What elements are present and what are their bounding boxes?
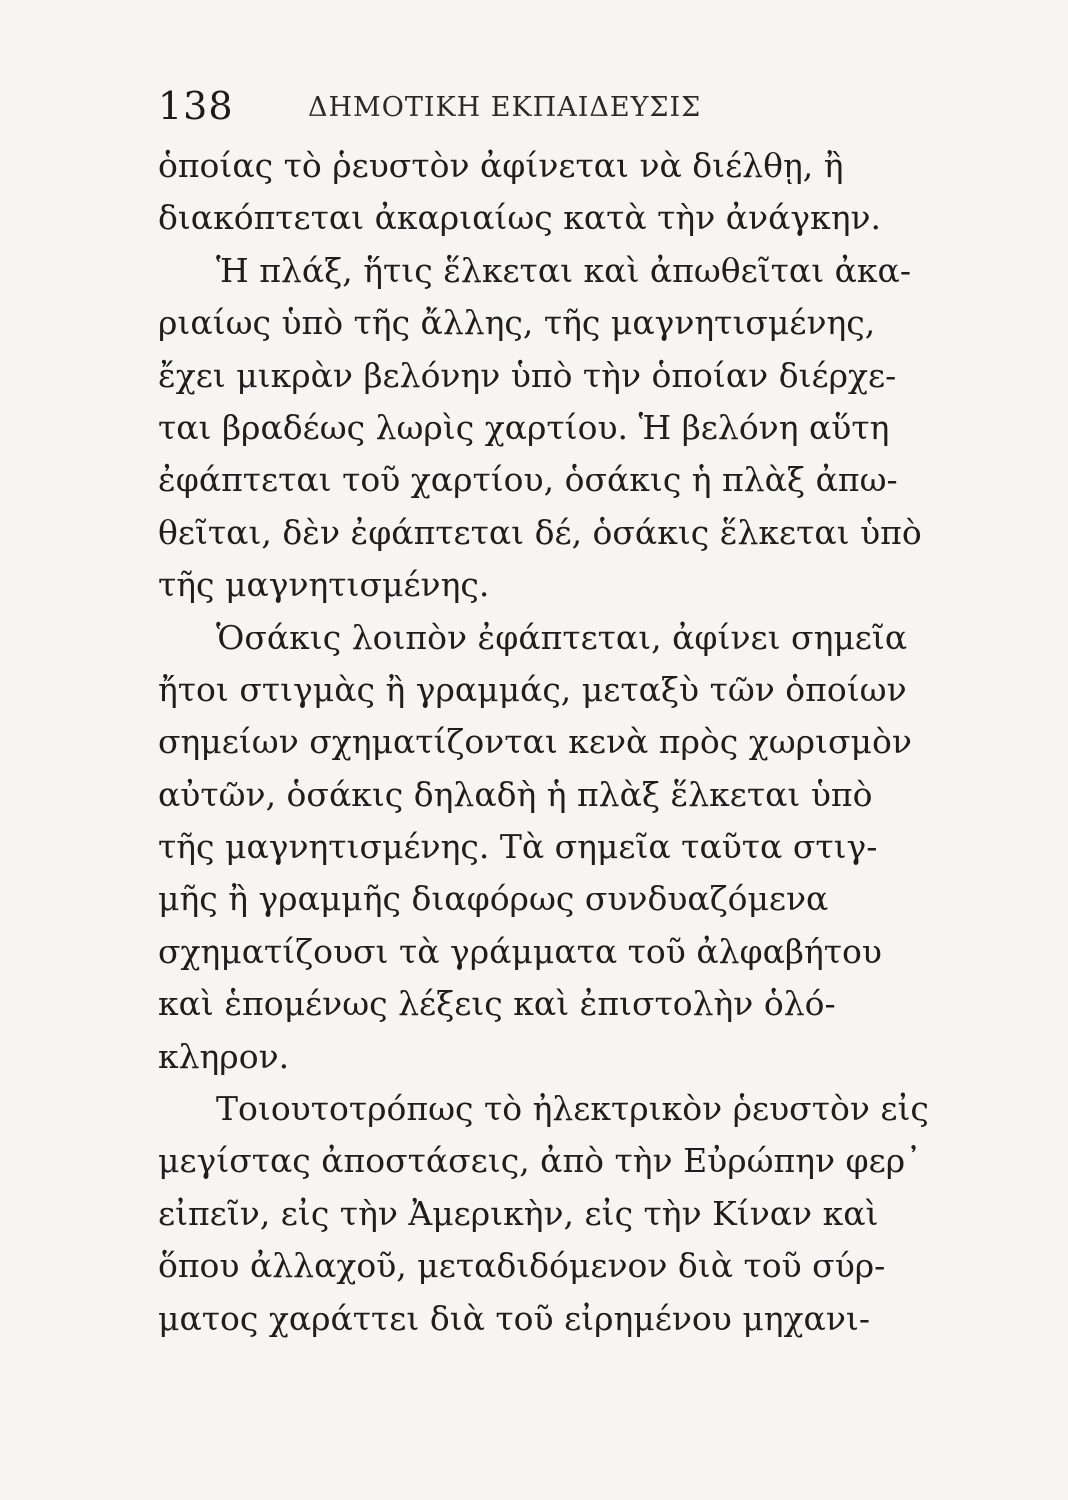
text-line: τῆς μαγνητισμένης.: [158, 565, 490, 605]
text-line: θεῖται, δὲν ἐφάπτεται δέ, ὁσάκις ἕλκεται ὑπὸ: [158, 512, 922, 552]
text-line: ται βραδέως λωρὶς χαρτίου. Ἡ βελόνη αὕτη: [158, 407, 890, 447]
text-line: διακόπτεται ἀκαριαίως κατὰ τὴν ἀνάγκην.: [158, 198, 882, 238]
running-title: ΔΗΜΟΤΙΚΗ ΕΚΠΑΙΔΕΥΣΙΣ: [308, 92, 702, 123]
text-line: τῆς μαγνητισμένης. Τὰ σημεῖα ταῦτα στιγ-: [158, 827, 878, 867]
text-line: Τοιουτοτρόπως τὸ ἠλεκτρικὸν ῥευστὸν εἰς: [216, 1089, 929, 1129]
text-line: σημείων σχηματίζονται κενὰ πρὸς χωρισμὸν: [158, 722, 912, 762]
page-number: 138: [158, 84, 234, 128]
text-line: ματος χαράττει διὰ τοῦ εἰρημένου μηχανι-: [158, 1298, 870, 1338]
text-line: ὅπου ἀλλαχοῦ, μεταδιδόμενον διὰ τοῦ σύρ-: [158, 1246, 886, 1286]
text-line: εἰπεῖν, εἰς τὴν Ἀμερικὴν, εἰς τὴν Κίναν καὶ: [158, 1193, 879, 1233]
page-header: [158, 84, 798, 132]
text-line: ἤτοι στιγμὰς ἢ γραμμάς, μεταξὺ τῶν ὁποίων: [158, 669, 907, 709]
body-text: [158, 140, 958, 1345]
text-line: Ὁσάκις λοιπὸν ἐφάπτεται, ἀφίνει σημεῖα: [216, 617, 908, 657]
text-line: ὁποίας τὸ ῥευστὸν ἀφίνεται νὰ διέλθῃ, ἢ: [158, 146, 844, 185]
text-line: Ἡ πλάξ, ἥτις ἕλκεται καὶ ἀπωθεῖται ἀκα-: [216, 250, 911, 290]
text-line: μῆς ἢ γραμμῆς διαφόρως συνδυαζόμενα: [158, 879, 829, 919]
text-line: ἔχει μικρὰν βελόνην ὑπὸ τὴν ὁποίαν διέρχε-: [158, 355, 897, 395]
text-line: ριαίως ὑπὸ τῆς ἄλλης, τῆς μαγνητισμένης,: [158, 303, 876, 343]
text-line: σχηματίζουσι τὰ γράμματα τοῦ ἀλφαβήτου: [158, 931, 882, 971]
text-line: κληρον.: [158, 1036, 290, 1076]
text-line: καὶ ἑπομένως λέξεις καὶ ἐπιστολὴν ὁλό-: [158, 984, 836, 1024]
text-line: μεγίστας ἀποστάσεις, ἀπὸ τὴν Εὐρώπην φερ᾽: [158, 1141, 922, 1181]
text-line: ἐφάπτεται τοῦ χαρτίου, ὁσάκις ἡ πλὰξ ἀπω-: [158, 460, 898, 500]
text-line: αὐτῶν, ὁσάκις δηλαδὴ ἡ πλὰξ ἕλκεται ὑπὸ: [158, 774, 873, 814]
